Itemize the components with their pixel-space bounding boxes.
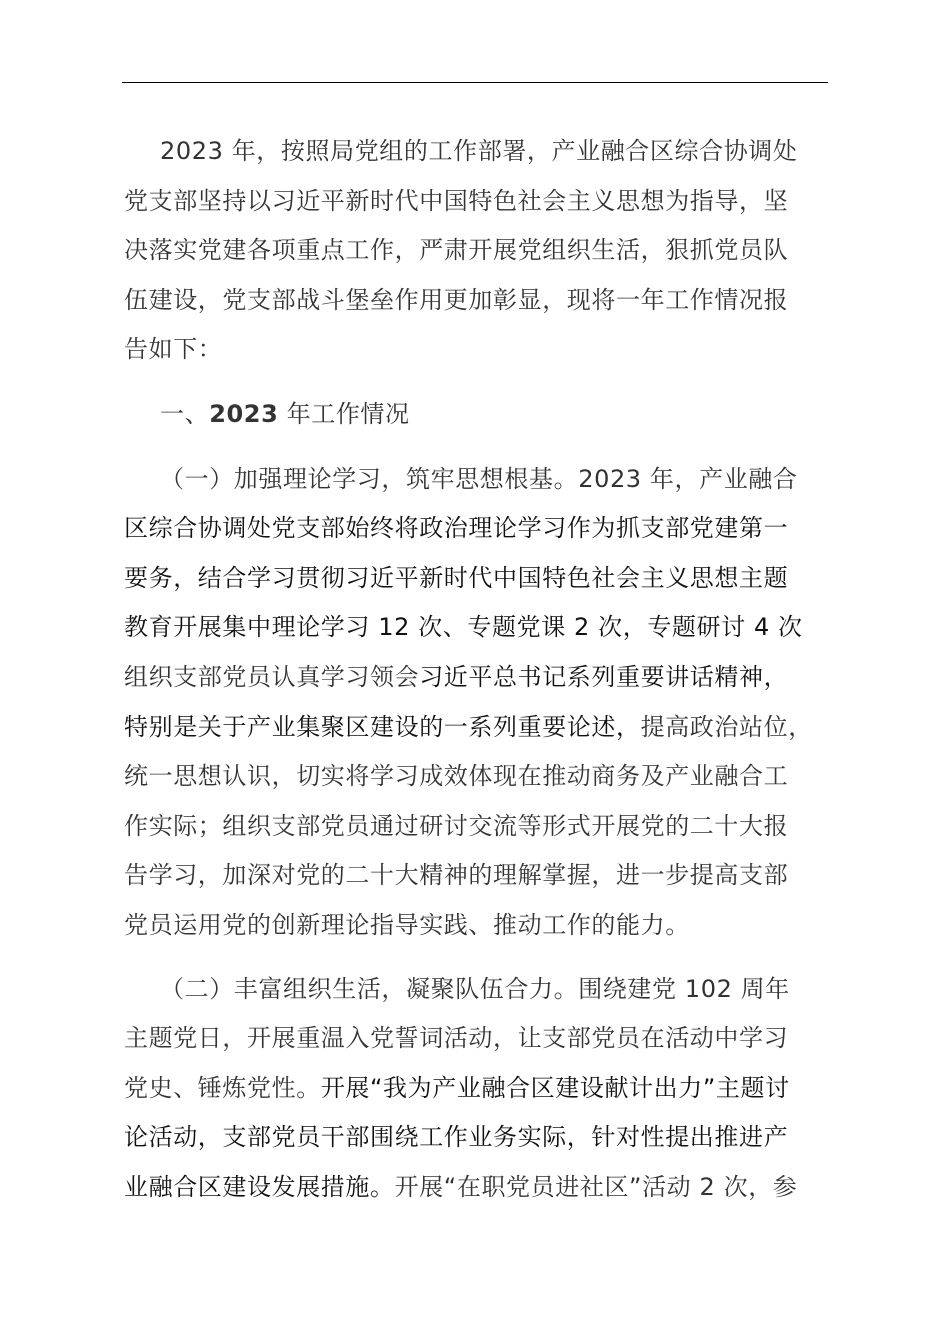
para2-line-2: 主题党日，开展重温入党誓词活动，让支部党员在活动中学习 <box>124 1024 789 1053</box>
para2-line-5 <box>124 1163 828 1213</box>
paragraph-theory-study <box>124 455 828 951</box>
para2-line-3 <box>124 1064 828 1114</box>
intro-paragraph <box>124 127 828 375</box>
header-rule <box>122 82 828 83</box>
intro-line-3: 决落实党建各项重点工作，严肃开展党组织生活，狠抓党员队 <box>124 236 789 265</box>
para2-line-3b: 开展“我为产业融合区建设献计出力”主题讨 <box>320 1073 790 1102</box>
para2-line-1: （二）丰富组织生活，凝聚队伍合力。围绕建党 102 周年 <box>160 974 790 1003</box>
para1-line-6 <box>124 703 828 753</box>
para1-line-4: 教育开展集中理论学习 12 次、专题党课 2 次，专题研讨 4 次 <box>124 613 803 642</box>
para1-line-5b: 习近平总书记系列重要讲话精神， <box>419 662 789 691</box>
intro-line-4: 伍建设，党支部战斗堡垒作用更加彰显，现将一年工作情况报 <box>124 285 789 314</box>
section-heading-suffix: 年工作情况 <box>278 399 410 428</box>
para2-line-5a: 业融合区建设发展措施。 <box>124 1172 395 1201</box>
para1-line-7: 统一思想认识，切实将学习成效体现在推动商务及产业融合工 <box>124 762 789 791</box>
para2-line-4: 论活动，支部党员干部围绕工作业务实际，针对性提出推进产 <box>124 1123 789 1152</box>
paragraph-organization-life <box>124 965 828 1213</box>
para1-line-3: 要务，结合学习贯彻习近平新时代中国特色社会主义思想主题 <box>124 563 789 592</box>
intro-line-5: 告如下： <box>124 335 223 364</box>
para2-line-5b: 开展“在职党员进社区”活动 2 次，参 <box>394 1172 798 1201</box>
para1-line-10: 党员运用党的创新理论指导实践、推动工作的能力。 <box>124 910 690 939</box>
para2-line-3a: 党史、锤炼党性。 <box>124 1073 321 1102</box>
section-heading-year: 2023 <box>209 399 279 428</box>
intro-line-2: 党支部坚持以习近平新时代中国特色社会主义思想为指导，坚 <box>124 186 789 215</box>
para1-line-8: 作实际；组织支部党员通过研讨交流等形式开展党的二十大报 <box>124 811 789 840</box>
para1-line-1: （一）加强理论学习，筑牢思想根基。2023 年，产业融合 <box>160 464 798 493</box>
para1-line-2: 区综合协调处党支部始终将政治理论学习作为抓支部党建第一 <box>124 514 789 543</box>
section-heading <box>124 390 828 440</box>
section-heading-prefix: 一、 <box>160 399 210 428</box>
para1-line-9: 告学习，加深对党的二十大精神的理解掌握，进一步提高支部 <box>124 861 789 890</box>
para1-line-5a: 组织支部党员认真学习领会 <box>124 662 420 691</box>
intro-line-1: 2023 年，按照局党组的工作部署，产业融合区综合协调处 <box>160 137 798 165</box>
para1-line-5 <box>124 653 828 703</box>
para1-line-6a: 特别是关于产业集聚区建设的一系列重要论述， <box>124 712 641 741</box>
document-body <box>124 127 828 1212</box>
para1-line-6b: 提高政治站位， <box>640 712 813 741</box>
